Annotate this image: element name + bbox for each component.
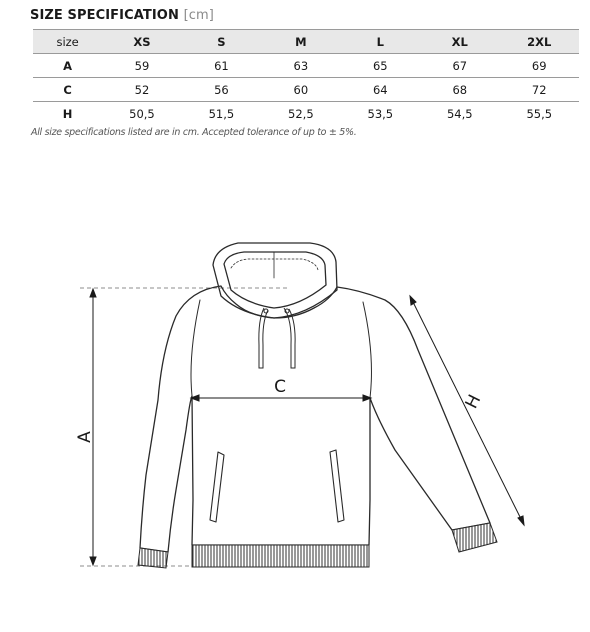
dimension-h-label: H [461,391,486,412]
dimension-a-label: A [75,431,95,443]
table-cell: 56 [182,78,261,102]
title-text: SIZE SPECIFICATION [30,8,179,23]
column-header: XS [102,30,181,54]
unit-label: [cm] [183,8,214,23]
column-header: S [182,30,261,54]
hem-rib [192,545,369,567]
table-cell: 64 [341,78,420,102]
table-cell: 65 [341,54,420,78]
table-cell: 72 [499,78,579,102]
left-pocket [210,452,224,522]
column-header: 2XL [499,30,579,54]
hood-outline [213,243,337,318]
table-cell: 59 [102,54,181,78]
table-cell: 52,5 [288,106,314,121]
table-cell: 53,5 [367,106,394,121]
row-label: H [62,106,73,121]
tolerance-note: All size specifications listed are in cm. Accepted tolerance of up to ± 5%. [31,127,357,138]
row-label: C [33,78,102,102]
table-cell: 50,5 [129,106,155,121]
table-cell: 51,5 [208,106,235,121]
hood-inner [224,252,326,308]
dimension-h-line [411,298,523,523]
right-armhole [363,302,371,398]
dimension-c-label: C [274,377,286,397]
column-header: size [33,30,102,54]
table-cell: 54,5 [446,106,473,121]
column-header: XL [420,30,499,54]
left-cuff-rib [138,548,168,568]
table-cell: 67 [420,54,499,78]
row-label: A [33,54,102,78]
left-armhole [191,300,200,396]
hood-stitch [231,259,318,270]
right-cuff-rib [452,523,497,552]
table-cell: 63 [261,54,340,78]
table-cell: 52 [102,78,181,102]
table-cell: 61 [182,54,261,78]
table-cell: 69 [499,54,579,78]
table-cell: 55,5 [526,106,553,121]
right-pocket [330,450,344,522]
table-cell: 68 [420,78,499,102]
body-outline [140,286,490,552]
column-header: L [341,30,420,54]
column-header: M [261,30,340,54]
table-cell: 60 [261,78,340,102]
